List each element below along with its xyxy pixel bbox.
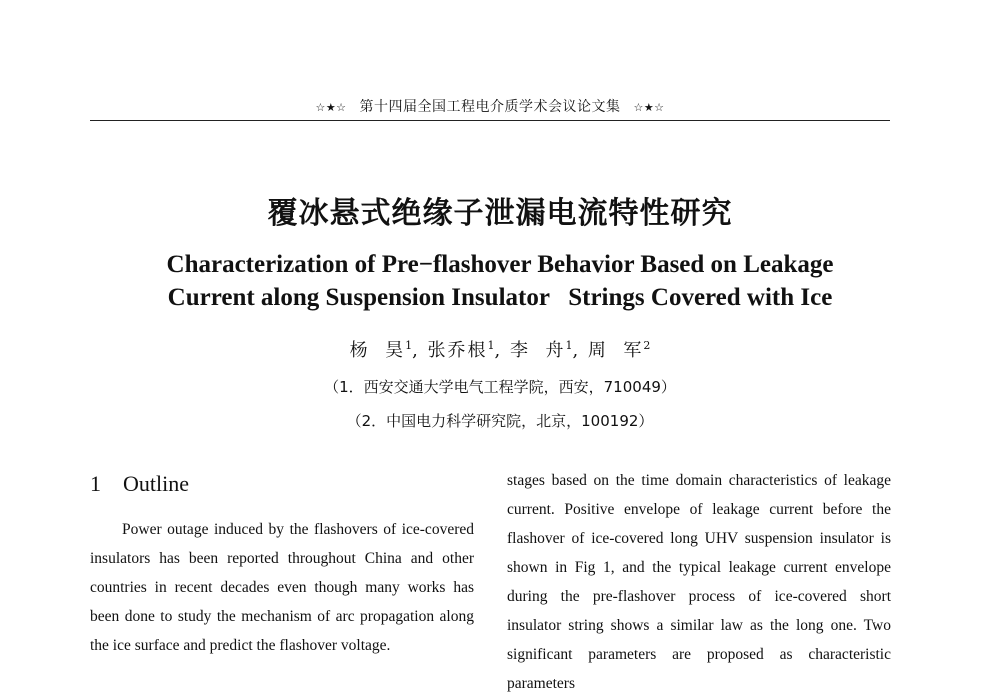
header-text: 第十四届全国工程电介质学术会议论文集: [359, 99, 621, 115]
english-title-line-1: Characterization of Pre−flashover Behavior Based on Leakage: [166, 251, 834, 278]
section-number: 1: [90, 471, 101, 496]
left-column: [90, 515, 474, 660]
header-rule: [90, 120, 890, 121]
author-name: 周 军: [587, 340, 644, 361]
author-affiliation-mark: 1: [405, 339, 413, 352]
affiliation-1: （1．西安交通大学电气工程学院，西安，710049）: [324, 378, 676, 396]
english-title-line-2: Current along Suspension Insulator Strings Covered with Ice: [167, 284, 833, 311]
proceedings-header: [90, 96, 890, 116]
author-affiliation-mark: 1: [487, 339, 495, 352]
author-name: 李 舟: [510, 340, 566, 361]
body-paragraph: stages based on the time domain characteristics of leakage current. Positive envelope of leakage current before the flashover of ice-covered long UHV suspension insulator is shown in Fig 1, and the typical leakage current envelope during the pre-flashover process of ice-covered short insulator string shows a similar law as the long one. Two significant parameters are proposed as characteristic parameters: [507, 472, 891, 692]
author-name: 张乔根: [427, 340, 488, 361]
header-stars-right: ☆★☆: [633, 101, 665, 114]
section-title: Outline: [123, 471, 189, 496]
header-stars-left: ☆★☆: [315, 101, 347, 114]
body-paragraph: Power outage induced by the flashovers of ice-covered insulators has been reported throughout China and other countries in recent decades even though many works has been done to study the mechanism of arc propagation along the ice surface and predict the flashover voltage.: [90, 521, 474, 654]
author-affiliation-mark: 1: [565, 339, 573, 352]
author-list: 杨 昊$^1$, 张乔根$^1$, 李 舟$^1$, 周 军$^2$: [349, 339, 651, 361]
author-affiliation-mark: 2: [643, 339, 651, 352]
right-column: [507, 466, 891, 698]
affiliation-2: （2．中国电力科学研究院，北京，100192）: [346, 412, 654, 430]
section-heading: [90, 471, 189, 497]
author-name: 杨 昊: [349, 340, 406, 361]
chinese-title: 覆冰悬式绝缘子泄漏电流特性研究: [267, 196, 733, 231]
english-title: [100, 248, 900, 314]
